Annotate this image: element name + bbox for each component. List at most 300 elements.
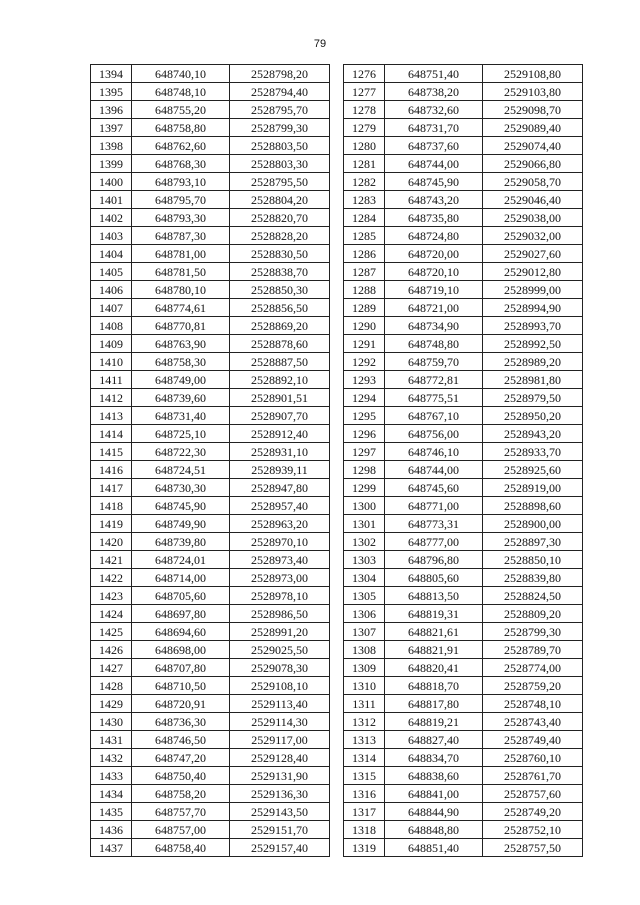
point-number-cell: 1313 [344, 731, 385, 749]
y-coordinate-cell: 2528774,00 [483, 659, 583, 677]
y-coordinate-cell: 2528759,20 [483, 677, 583, 695]
x-coordinate-cell: 648744,00 [385, 155, 483, 173]
y-coordinate-cell: 2528994,90 [483, 299, 583, 317]
table-row [344, 605, 583, 623]
x-coordinate-cell: 648710,50 [132, 677, 230, 695]
y-coordinate-cell: 2528794,40 [230, 83, 330, 101]
x-coordinate-cell: 648757,00 [132, 821, 230, 839]
y-coordinate-cell: 2528795,50 [230, 173, 330, 191]
point-number-cell: 1290 [344, 317, 385, 335]
y-coordinate-cell: 2529089,40 [483, 119, 583, 137]
point-number-cell: 1409 [91, 335, 132, 353]
point-number-cell: 1437 [91, 839, 132, 857]
table-row [91, 389, 330, 407]
y-coordinate-cell: 2529143,50 [230, 803, 330, 821]
table-row [91, 659, 330, 677]
x-coordinate-cell: 648731,70 [385, 119, 483, 137]
x-coordinate-cell: 648736,30 [132, 713, 230, 731]
point-number-cell: 1395 [91, 83, 132, 101]
x-coordinate-cell: 648731,40 [132, 407, 230, 425]
point-number-cell: 1402 [91, 209, 132, 227]
table-row [344, 371, 583, 389]
point-number-cell: 1435 [91, 803, 132, 821]
point-number-cell: 1316 [344, 785, 385, 803]
table-row [91, 101, 330, 119]
x-coordinate-cell: 648834,70 [385, 749, 483, 767]
x-coordinate-cell: 648745,90 [132, 497, 230, 515]
y-coordinate-cell: 2529066,80 [483, 155, 583, 173]
y-coordinate-cell: 2528803,50 [230, 137, 330, 155]
point-number-cell: 1284 [344, 209, 385, 227]
x-coordinate-cell: 648747,20 [132, 749, 230, 767]
y-coordinate-cell: 2528939,11 [230, 461, 330, 479]
y-coordinate-cell: 2528933,70 [483, 443, 583, 461]
point-number-cell: 1306 [344, 605, 385, 623]
point-number-cell: 1411 [91, 371, 132, 389]
table-row [91, 803, 330, 821]
x-coordinate-cell: 648750,40 [132, 767, 230, 785]
point-number-cell: 1426 [91, 641, 132, 659]
x-coordinate-cell: 648720,10 [385, 263, 483, 281]
table-row [91, 767, 330, 785]
y-coordinate-cell: 2528799,30 [483, 623, 583, 641]
x-coordinate-cell: 648749,00 [132, 371, 230, 389]
point-number-cell: 1414 [91, 425, 132, 443]
point-number-cell: 1407 [91, 299, 132, 317]
table-row [344, 497, 583, 515]
table-row [344, 641, 583, 659]
x-coordinate-cell: 648758,20 [132, 785, 230, 803]
point-number-cell: 1425 [91, 623, 132, 641]
y-coordinate-cell: 2528856,50 [230, 299, 330, 317]
y-coordinate-cell: 2529032,00 [483, 227, 583, 245]
y-coordinate-cell: 2528986,50 [230, 605, 330, 623]
table-row [91, 479, 330, 497]
y-coordinate-cell: 2528839,80 [483, 569, 583, 587]
y-coordinate-cell: 2528981,80 [483, 371, 583, 389]
point-number-cell: 1421 [91, 551, 132, 569]
table-row [91, 155, 330, 173]
point-number-cell: 1277 [344, 83, 385, 101]
point-number-cell: 1276 [344, 65, 385, 83]
point-number-cell: 1282 [344, 173, 385, 191]
x-coordinate-cell: 648757,70 [132, 803, 230, 821]
x-coordinate-cell: 648745,90 [385, 173, 483, 191]
table-row [344, 767, 583, 785]
x-coordinate-cell: 648725,10 [132, 425, 230, 443]
x-coordinate-cell: 648759,70 [385, 353, 483, 371]
point-number-cell: 1302 [344, 533, 385, 551]
x-coordinate-cell: 648775,51 [385, 389, 483, 407]
y-coordinate-cell: 2528850,30 [230, 281, 330, 299]
y-coordinate-cell: 2529128,40 [230, 749, 330, 767]
x-coordinate-cell: 648738,20 [385, 83, 483, 101]
y-coordinate-cell: 2528947,80 [230, 479, 330, 497]
y-coordinate-cell: 2528761,70 [483, 767, 583, 785]
y-coordinate-cell: 2528978,10 [230, 587, 330, 605]
table-row [344, 479, 583, 497]
y-coordinate-cell: 2529113,40 [230, 695, 330, 713]
point-number-cell: 1424 [91, 605, 132, 623]
x-coordinate-cell: 648767,10 [385, 407, 483, 425]
x-coordinate-cell: 648758,40 [132, 839, 230, 857]
y-coordinate-cell: 2528749,20 [483, 803, 583, 821]
y-coordinate-cell: 2528973,00 [230, 569, 330, 587]
y-coordinate-cell: 2529025,50 [230, 641, 330, 659]
table-row [91, 173, 330, 191]
page-number: 79 [313, 38, 327, 50]
x-coordinate-cell: 648793,10 [132, 173, 230, 191]
point-number-cell: 1429 [91, 695, 132, 713]
table-row [91, 785, 330, 803]
x-coordinate-cell: 648763,90 [132, 335, 230, 353]
table-row [344, 839, 583, 857]
x-coordinate-cell: 648793,30 [132, 209, 230, 227]
point-number-cell: 1281 [344, 155, 385, 173]
y-coordinate-cell: 2528803,30 [230, 155, 330, 173]
table-row [91, 695, 330, 713]
point-number-cell: 1433 [91, 767, 132, 785]
x-coordinate-cell: 648720,91 [132, 695, 230, 713]
point-number-cell: 1283 [344, 191, 385, 209]
y-coordinate-cell: 2528950,20 [483, 407, 583, 425]
x-coordinate-cell: 648781,00 [132, 245, 230, 263]
table-row [91, 263, 330, 281]
table-row [91, 137, 330, 155]
x-coordinate-cell: 648746,10 [385, 443, 483, 461]
y-coordinate-cell: 2528912,40 [230, 425, 330, 443]
table-row [344, 65, 583, 83]
coordinates-table-left [90, 64, 330, 857]
point-number-cell: 1280 [344, 137, 385, 155]
y-coordinate-cell: 2528757,50 [483, 839, 583, 857]
x-coordinate-cell: 648756,00 [385, 425, 483, 443]
table-row [344, 209, 583, 227]
point-number-cell: 1278 [344, 101, 385, 119]
y-coordinate-cell: 2528824,50 [483, 587, 583, 605]
point-number-cell: 1309 [344, 659, 385, 677]
x-coordinate-cell: 648743,20 [385, 191, 483, 209]
y-coordinate-cell: 2528957,40 [230, 497, 330, 515]
y-coordinate-cell: 2528838,70 [230, 263, 330, 281]
y-coordinate-cell: 2529108,10 [230, 677, 330, 695]
point-number-cell: 1416 [91, 461, 132, 479]
x-coordinate-cell: 648818,70 [385, 677, 483, 695]
table-row [344, 713, 583, 731]
y-coordinate-cell: 2528963,20 [230, 515, 330, 533]
x-coordinate-cell: 648813,50 [385, 587, 483, 605]
y-coordinate-cell: 2529027,60 [483, 245, 583, 263]
table-row [91, 569, 330, 587]
table-row [91, 461, 330, 479]
table-row [344, 515, 583, 533]
table-row [344, 659, 583, 677]
y-coordinate-cell: 2528795,70 [230, 101, 330, 119]
x-coordinate-cell: 648795,70 [132, 191, 230, 209]
x-coordinate-cell: 648724,01 [132, 551, 230, 569]
table-row [91, 677, 330, 695]
table-row [344, 749, 583, 767]
x-coordinate-cell: 648740,10 [132, 65, 230, 83]
point-number-cell: 1410 [91, 353, 132, 371]
x-coordinate-cell: 648724,80 [385, 227, 483, 245]
point-number-cell: 1431 [91, 731, 132, 749]
y-coordinate-cell: 2528878,60 [230, 335, 330, 353]
point-number-cell: 1314 [344, 749, 385, 767]
table-row [91, 371, 330, 389]
y-coordinate-cell: 2528907,70 [230, 407, 330, 425]
x-coordinate-cell: 648748,10 [132, 83, 230, 101]
y-coordinate-cell: 2528970,10 [230, 533, 330, 551]
y-coordinate-cell: 2528993,70 [483, 317, 583, 335]
y-coordinate-cell: 2529114,30 [230, 713, 330, 731]
y-coordinate-cell: 2528752,10 [483, 821, 583, 839]
point-number-cell: 1310 [344, 677, 385, 695]
y-coordinate-cell: 2528919,00 [483, 479, 583, 497]
point-number-cell: 1292 [344, 353, 385, 371]
x-coordinate-cell: 648721,00 [385, 299, 483, 317]
table-row [344, 155, 583, 173]
table-row [344, 461, 583, 479]
x-coordinate-cell: 648820,41 [385, 659, 483, 677]
y-coordinate-cell: 2528869,20 [230, 317, 330, 335]
x-coordinate-cell: 648770,81 [132, 317, 230, 335]
table-row [344, 335, 583, 353]
x-coordinate-cell: 648694,60 [132, 623, 230, 641]
y-coordinate-cell: 2528989,20 [483, 353, 583, 371]
point-number-cell: 1412 [91, 389, 132, 407]
table-row [91, 119, 330, 137]
table-row [91, 623, 330, 641]
y-coordinate-cell: 2528804,20 [230, 191, 330, 209]
point-number-cell: 1403 [91, 227, 132, 245]
point-number-cell: 1312 [344, 713, 385, 731]
coordinates-table-right [343, 64, 583, 857]
table-row [91, 83, 330, 101]
y-coordinate-cell: 2528789,70 [483, 641, 583, 659]
x-coordinate-cell: 648817,80 [385, 695, 483, 713]
y-coordinate-cell: 2529012,80 [483, 263, 583, 281]
x-coordinate-cell: 648705,60 [132, 587, 230, 605]
point-number-cell: 1436 [91, 821, 132, 839]
y-coordinate-cell: 2528979,50 [483, 389, 583, 407]
table-row [91, 641, 330, 659]
x-coordinate-cell: 648819,31 [385, 605, 483, 623]
y-coordinate-cell: 2528897,30 [483, 533, 583, 551]
point-number-cell: 1303 [344, 551, 385, 569]
y-coordinate-cell: 2528973,40 [230, 551, 330, 569]
x-coordinate-cell: 648730,30 [132, 479, 230, 497]
point-number-cell: 1399 [91, 155, 132, 173]
x-coordinate-cell: 648787,30 [132, 227, 230, 245]
y-coordinate-cell: 2529103,80 [483, 83, 583, 101]
table-row [344, 551, 583, 569]
x-coordinate-cell: 648698,00 [132, 641, 230, 659]
y-coordinate-cell: 2529108,80 [483, 65, 583, 83]
point-number-cell: 1300 [344, 497, 385, 515]
y-coordinate-cell: 2529136,30 [230, 785, 330, 803]
y-coordinate-cell: 2528943,20 [483, 425, 583, 443]
x-coordinate-cell: 648768,30 [132, 155, 230, 173]
table-row [344, 731, 583, 749]
y-coordinate-cell: 2528743,40 [483, 713, 583, 731]
point-number-cell: 1422 [91, 569, 132, 587]
point-number-cell: 1404 [91, 245, 132, 263]
table-row [344, 317, 583, 335]
table-row [344, 227, 583, 245]
point-number-cell: 1420 [91, 533, 132, 551]
table-row [91, 821, 330, 839]
table-row [344, 263, 583, 281]
x-coordinate-cell: 648714,00 [132, 569, 230, 587]
point-number-cell: 1417 [91, 479, 132, 497]
point-number-cell: 1286 [344, 245, 385, 263]
table-row [91, 839, 330, 857]
x-coordinate-cell: 648746,50 [132, 731, 230, 749]
y-coordinate-cell: 2528900,00 [483, 515, 583, 533]
x-coordinate-cell: 648751,40 [385, 65, 483, 83]
table-row [344, 389, 583, 407]
x-coordinate-cell: 648758,30 [132, 353, 230, 371]
y-coordinate-cell: 2528828,20 [230, 227, 330, 245]
y-coordinate-cell: 2528931,10 [230, 443, 330, 461]
y-coordinate-cell: 2529038,00 [483, 209, 583, 227]
y-coordinate-cell: 2529078,30 [230, 659, 330, 677]
x-coordinate-cell: 648732,60 [385, 101, 483, 119]
y-coordinate-cell: 2528925,60 [483, 461, 583, 479]
table-row [344, 443, 583, 461]
point-number-cell: 1294 [344, 389, 385, 407]
table-row [344, 137, 583, 155]
point-number-cell: 1305 [344, 587, 385, 605]
table-row [91, 353, 330, 371]
table-row [91, 731, 330, 749]
x-coordinate-cell: 648838,60 [385, 767, 483, 785]
point-number-cell: 1308 [344, 641, 385, 659]
y-coordinate-cell: 2528850,10 [483, 551, 583, 569]
point-number-cell: 1317 [344, 803, 385, 821]
point-number-cell: 1430 [91, 713, 132, 731]
table-row [344, 407, 583, 425]
table-row [344, 191, 583, 209]
point-number-cell: 1415 [91, 443, 132, 461]
point-number-cell: 1287 [344, 263, 385, 281]
x-coordinate-cell: 648722,30 [132, 443, 230, 461]
table-row [344, 353, 583, 371]
table-row [91, 443, 330, 461]
table-row [91, 209, 330, 227]
y-coordinate-cell: 2528798,20 [230, 65, 330, 83]
table-row [91, 299, 330, 317]
point-number-cell: 1304 [344, 569, 385, 587]
table-row [91, 605, 330, 623]
table-row [344, 587, 583, 605]
y-coordinate-cell: 2528799,30 [230, 119, 330, 137]
x-coordinate-cell: 648745,60 [385, 479, 483, 497]
y-coordinate-cell: 2529074,40 [483, 137, 583, 155]
y-coordinate-cell: 2529046,40 [483, 191, 583, 209]
table-row [344, 569, 583, 587]
x-coordinate-cell: 648724,51 [132, 461, 230, 479]
table-row [344, 83, 583, 101]
x-coordinate-cell: 648739,80 [132, 533, 230, 551]
point-number-cell: 1319 [344, 839, 385, 857]
x-coordinate-cell: 648737,60 [385, 137, 483, 155]
x-coordinate-cell: 648827,40 [385, 731, 483, 749]
table-row [91, 749, 330, 767]
point-number-cell: 1408 [91, 317, 132, 335]
x-coordinate-cell: 648772,81 [385, 371, 483, 389]
table-row [344, 821, 583, 839]
x-coordinate-cell: 648841,00 [385, 785, 483, 803]
y-coordinate-cell: 2529117,00 [230, 731, 330, 749]
point-number-cell: 1289 [344, 299, 385, 317]
point-number-cell: 1318 [344, 821, 385, 839]
table-row [344, 299, 583, 317]
table-row [344, 425, 583, 443]
x-coordinate-cell: 648744,00 [385, 461, 483, 479]
x-coordinate-cell: 648774,61 [132, 299, 230, 317]
y-coordinate-cell: 2528898,60 [483, 497, 583, 515]
table-row [91, 713, 330, 731]
table-row [91, 245, 330, 263]
point-number-cell: 1394 [91, 65, 132, 83]
y-coordinate-cell: 2528830,50 [230, 245, 330, 263]
y-coordinate-cell: 2528757,60 [483, 785, 583, 803]
point-number-cell: 1406 [91, 281, 132, 299]
table-row [91, 227, 330, 245]
table-row [344, 677, 583, 695]
y-coordinate-cell: 2528991,20 [230, 623, 330, 641]
table-row [344, 695, 583, 713]
x-coordinate-cell: 648720,00 [385, 245, 483, 263]
point-number-cell: 1298 [344, 461, 385, 479]
point-number-cell: 1428 [91, 677, 132, 695]
point-number-cell: 1293 [344, 371, 385, 389]
x-coordinate-cell: 648819,21 [385, 713, 483, 731]
table-row [91, 425, 330, 443]
x-coordinate-cell: 648781,50 [132, 263, 230, 281]
point-number-cell: 1295 [344, 407, 385, 425]
x-coordinate-cell: 648719,10 [385, 281, 483, 299]
x-coordinate-cell: 648749,90 [132, 515, 230, 533]
table-row [344, 785, 583, 803]
x-coordinate-cell: 648780,10 [132, 281, 230, 299]
table-row [91, 335, 330, 353]
point-number-cell: 1288 [344, 281, 385, 299]
y-coordinate-cell: 2528887,50 [230, 353, 330, 371]
table-row [91, 515, 330, 533]
x-coordinate-cell: 648821,61 [385, 623, 483, 641]
table-row [91, 587, 330, 605]
table-row [344, 101, 583, 119]
y-coordinate-cell: 2528749,40 [483, 731, 583, 749]
y-coordinate-cell: 2528892,10 [230, 371, 330, 389]
point-number-cell: 1418 [91, 497, 132, 515]
x-coordinate-cell: 648796,80 [385, 551, 483, 569]
point-number-cell: 1398 [91, 137, 132, 155]
x-coordinate-cell: 648707,80 [132, 659, 230, 677]
x-coordinate-cell: 648697,80 [132, 605, 230, 623]
table-row [91, 317, 330, 335]
x-coordinate-cell: 648762,60 [132, 137, 230, 155]
y-coordinate-cell: 2528992,50 [483, 335, 583, 353]
x-coordinate-cell: 648844,90 [385, 803, 483, 821]
y-coordinate-cell: 2528820,70 [230, 209, 330, 227]
x-coordinate-cell: 648755,20 [132, 101, 230, 119]
x-coordinate-cell: 648821,91 [385, 641, 483, 659]
point-number-cell: 1296 [344, 425, 385, 443]
